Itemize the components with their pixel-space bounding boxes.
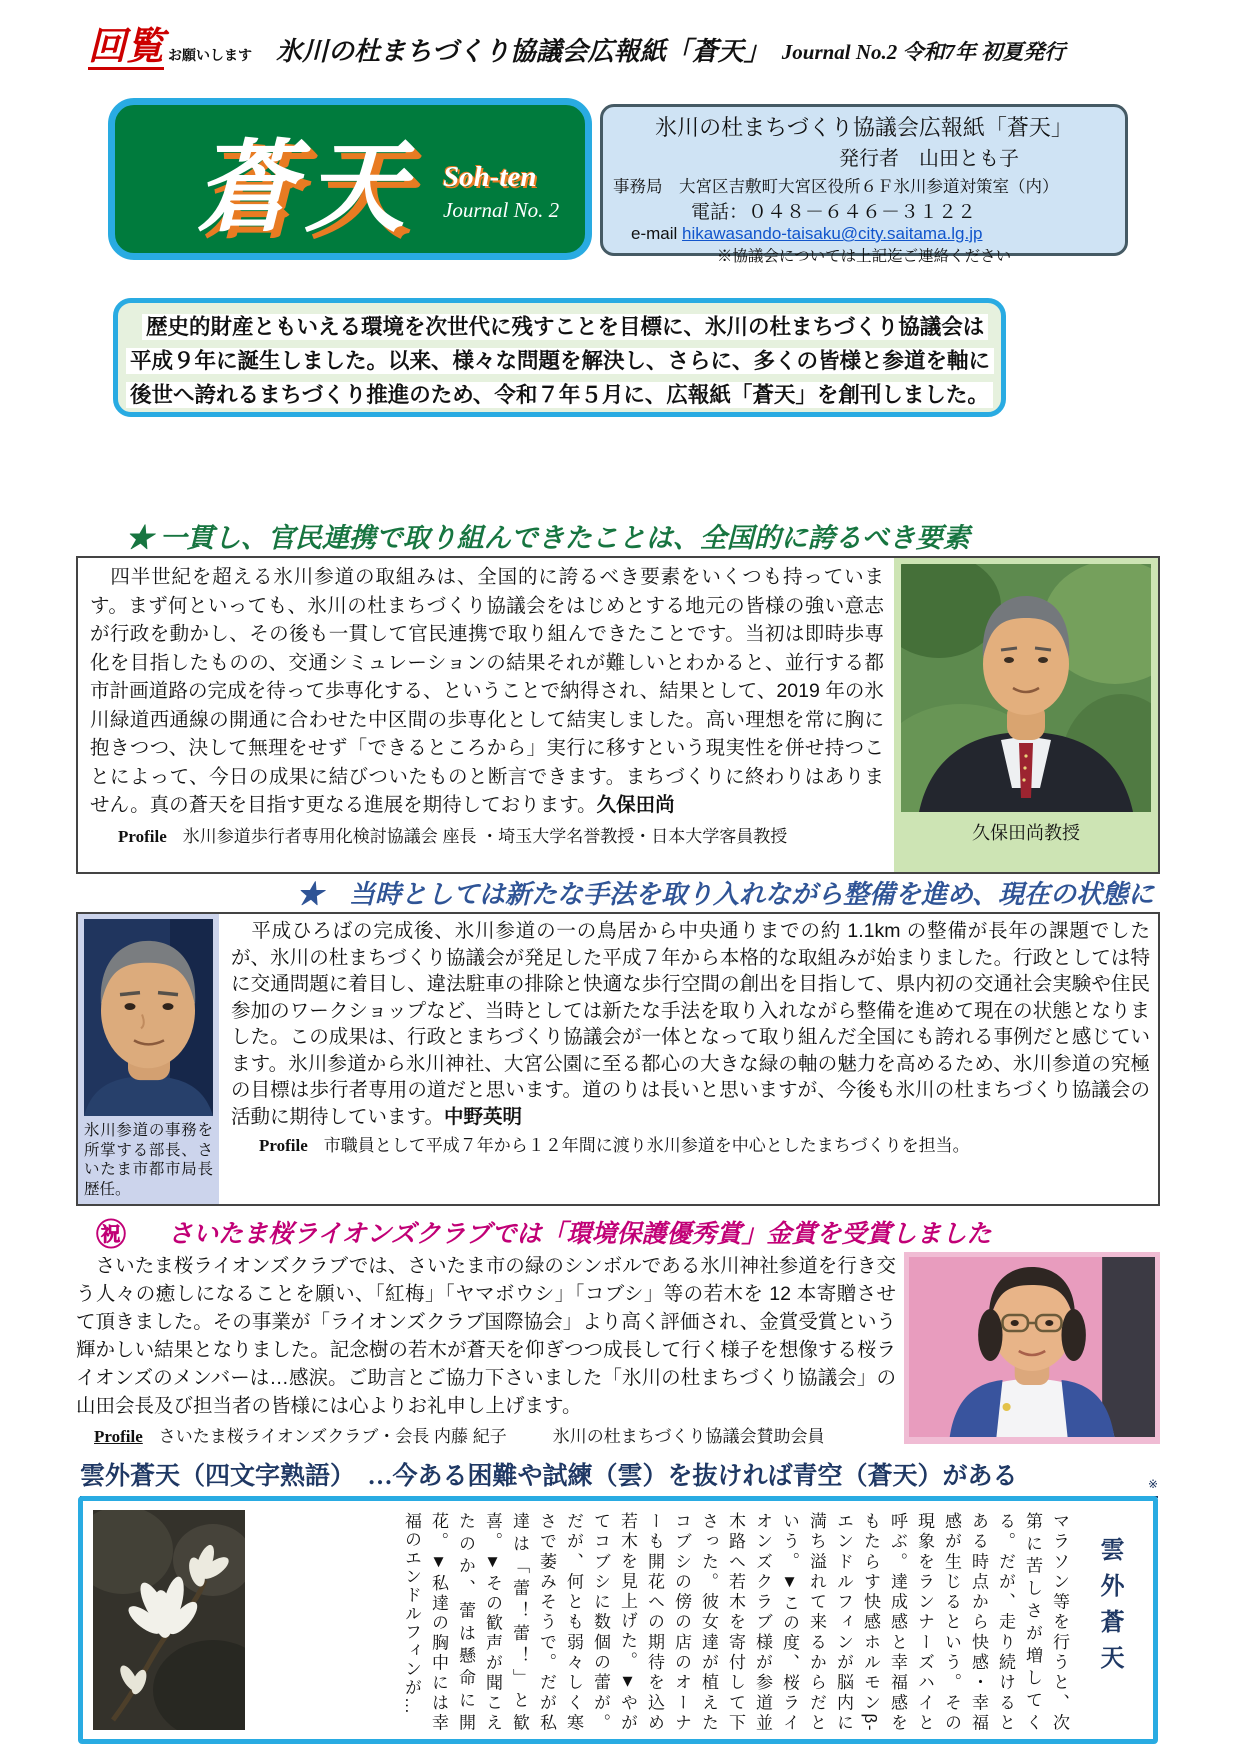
logo-journal-no: Journal No. 2 xyxy=(443,198,560,222)
column-heading-mark: ※ xyxy=(1147,1477,1158,1491)
intro-line: 後世へ誇れるまちづくり推進のため、令和７年５月に、広報紙「蒼天」を創刊しました。 xyxy=(126,378,1001,412)
article3-body: さいたま桜ライオンズクラブでは、さいたま市の緑のシンボルである氷川神社参道を行き交う人々の癒しになることを願い、「紅梅」「ヤマボウシ」「コブシ」等の若木を 12 本寄贈させて頂きました。その事業が「ライオンズクラブ国際協会」より高く評価され、金賞受賞という輝かしい結果となりました。記念樹の若木が蒼天を仰ぎつつ成長して行く様子を想像する桜ライオンズのメンバーは…感涙。ご助言とご協力下さいました「氷川の杜まちづくり協議会」の山田会長及び担当者の皆様には心よりお礼申し上げます。 xyxy=(76,1255,896,1417)
article2-text xyxy=(219,914,1158,1204)
article3-heading xyxy=(96,1210,992,1254)
logo-romaji: Soh-ten xyxy=(443,161,537,193)
article2-author: 中野英明 xyxy=(443,1105,522,1128)
article2-heading: ★ 当時としては新たな手法を取り入れながら整備を進め、現在の状態に xyxy=(297,880,1154,909)
profile-label: Profile xyxy=(118,826,167,846)
email-label: e-mail xyxy=(631,224,678,243)
column-heading-text: 雲外蒼天（四文字熟語） …今ある困難や試練（雲）を抜ければ青空（蒼天）がある xyxy=(80,1463,1018,1490)
column-vertical-title: 雲外蒼天 xyxy=(1096,1537,1122,1681)
email-link[interactable]: hikawasando-taisaku@city.saitama.lg.jp xyxy=(682,224,983,243)
article1-body: 四半世紀を超える氷川参道の取組みは、全国的に誇るべき要素をいくつも持っています。まず何といっても、氷川の杜まちづくり協議会をはじめとする地元の皆様の強い意志が行政を動かし、その後も一貫して官民連携で取り組んできたことです。当初は即時歩専化を目指したものの、交通シミュレーションの結果それが難しいとわかると、並行する都市計画道路の完成を待って歩専化する、ということで納得され、結果として、2019 年の氷川緑道西通線の開通に合わせた中区間の歩専化として結実しました。高い理想を常に胸に抱きつつ、決して無理をせず「できるところから」実行に移すという現実性を併せ持つことによって、今日の成果に結びついたものと断言できます。まちづくりに終わりはありません。真の蒼天を目指す更なる進展を期待しております。久保田尚 xyxy=(90,566,884,816)
lions-club-president-photo xyxy=(909,1257,1155,1437)
article3-text xyxy=(76,1252,904,1444)
publisher-name: 発行者 山田とも子 xyxy=(839,148,1019,170)
profile-label: Profile xyxy=(259,1136,308,1155)
kairan-stamp: 回覧 xyxy=(88,26,165,68)
article2-body: 平成ひろばの完成後、氷川参道の一の鳥居から中央通りまでの約 1.1km の整備が長年の課題でしたが、氷川の杜まちづくり協議会が発足した平成７年から本格的な取組みが始まりました。行政としては特に交通問題に着目し、違法駐車の排除と快適な歩行空間の創出を目指して、県内初の交通社会実験や住民参加のワークショップなど、当時としては新たな手法を取り入れながら整備を進めて現在の状態となりました。この成果は、行政とまちづくり協議会が一体となって取り組んだ全国にも誇れる事例だと感じています。氷川参道から氷川神社、大宮公園に至る都心の大きな緑の軸の魅力を高めるため、氷川参道の究極の目標は歩行者専用の道だと思います。道のりは長いと思いますが、今後も氷川の杜まちづくり協議会の活動に期待しています。中野英明 xyxy=(231,920,1150,1128)
article2-profile: Profile 市職員として平成７年から１２年間に渡り氷川参道を中心としたまちづくりを担当。 xyxy=(259,1136,970,1155)
article3-profile-extra: 氷川の杜まちづくり協議会賛助会員 xyxy=(552,1427,825,1444)
article1-profile: Profile 氷川参道歩行者専用化検討協議会 座長 ・埼玉大学名誉教授・日本大学客員教授 xyxy=(118,826,788,846)
profile-label: Profile xyxy=(94,1427,143,1444)
publisher-info-title: 氷川の杜まちづくり協議会広報紙「蒼天」 xyxy=(655,115,1073,140)
article2 xyxy=(76,912,1160,1206)
article2-photo-panel xyxy=(78,914,219,1204)
kairan-note: お願いします xyxy=(168,46,253,63)
header-line xyxy=(88,28,1065,70)
article3-heading-text: さいたま桜ライオンズクラブでは「環境保護優秀賞」金賞を受賞しました xyxy=(168,1221,992,1248)
article1-photo-caption: 久保田尚教授 xyxy=(972,823,1080,843)
column-heading xyxy=(80,1456,1158,1498)
official-photo xyxy=(84,919,213,1116)
article3-photo-panel xyxy=(904,1252,1160,1444)
office-phone: 電話：０４８－６４６－３１２２ xyxy=(691,202,977,223)
article1-heading: ★ 一貫し、官民連携で取り組んできたことは、全国的に誇るべき要素 xyxy=(126,523,970,553)
logo-subtitle xyxy=(443,161,559,223)
intro-line: 歴史的財産ともいえる環境を次世代に残すことを目標に、氷川の杜まちづくり協議会は xyxy=(126,310,1001,344)
office-address: 事務局 大宮区吉敷町大宮区役所６Ｆ氷川参道対策室（内） xyxy=(613,178,1059,196)
masthead-logo-box xyxy=(108,98,592,260)
article1 xyxy=(76,556,1160,874)
column-box xyxy=(78,1496,1158,1744)
intro-box xyxy=(113,298,1006,417)
article1-photo-panel xyxy=(894,558,1158,872)
header-title: 氷川の杜まちづくり協議会広報紙「蒼天」 xyxy=(276,36,770,66)
logo-title: 蒼天 xyxy=(195,133,415,244)
intro-line: 平成９年に誕生しました。以来、様々な問題を解決し、さらに、多くの皆様と参道を軸に xyxy=(126,344,1001,378)
celebration-icon: ㊗ xyxy=(96,1219,126,1252)
column-body: マラソン等を行うと、次第に苦しさが増してくる。だが、走り続けるとある時点から快感・幸福感が生じるという。その現象をランナーズハイと呼ぶ。達成感と幸福感をもたらす快感ホルモンβ-エンドルフィンが脳内に満ち溢れて来るからだという。▼この度、桜ライオンズクラブ様が参道並木路へ若木を寄付して下さった。彼女達が植えたコブシの傍の店のオーナーも開花への期待を込め若木を見上げた。▼やがてコブシに数個の蕾が。だが、何とも弱々しく寒さで萎みそうで。だが私達は「蕾！蕾！」と歓喜。▼その歓声が聞こえたのか、蕾は懸命に開花。▼私達の胸中には幸福のエンドルフィンが… xyxy=(402,1512,1069,1732)
magnolia-photo xyxy=(93,1510,245,1730)
publisher-info-box xyxy=(600,104,1128,265)
article3 xyxy=(76,1252,1160,1444)
contact-note: ※協議会については上記迄ご連絡ください xyxy=(716,248,1012,265)
header-journal-info: Journal No.2 令和7年 初夏発行 xyxy=(781,39,1066,64)
professor-photo xyxy=(901,564,1151,812)
article2-photo-caption: 氷川参道の事務を所掌する部長、さいたま市都市局長歴任。 xyxy=(84,1122,213,1198)
email-row xyxy=(613,224,1115,244)
article1-text xyxy=(78,558,894,872)
article3-profile: Profile さいたま桜ライオンズクラブ・会長 内藤 紀子 氷川の杜まちづくり協議会賛助会員 xyxy=(94,1427,825,1444)
article1-author: 久保田尚 xyxy=(596,794,675,816)
